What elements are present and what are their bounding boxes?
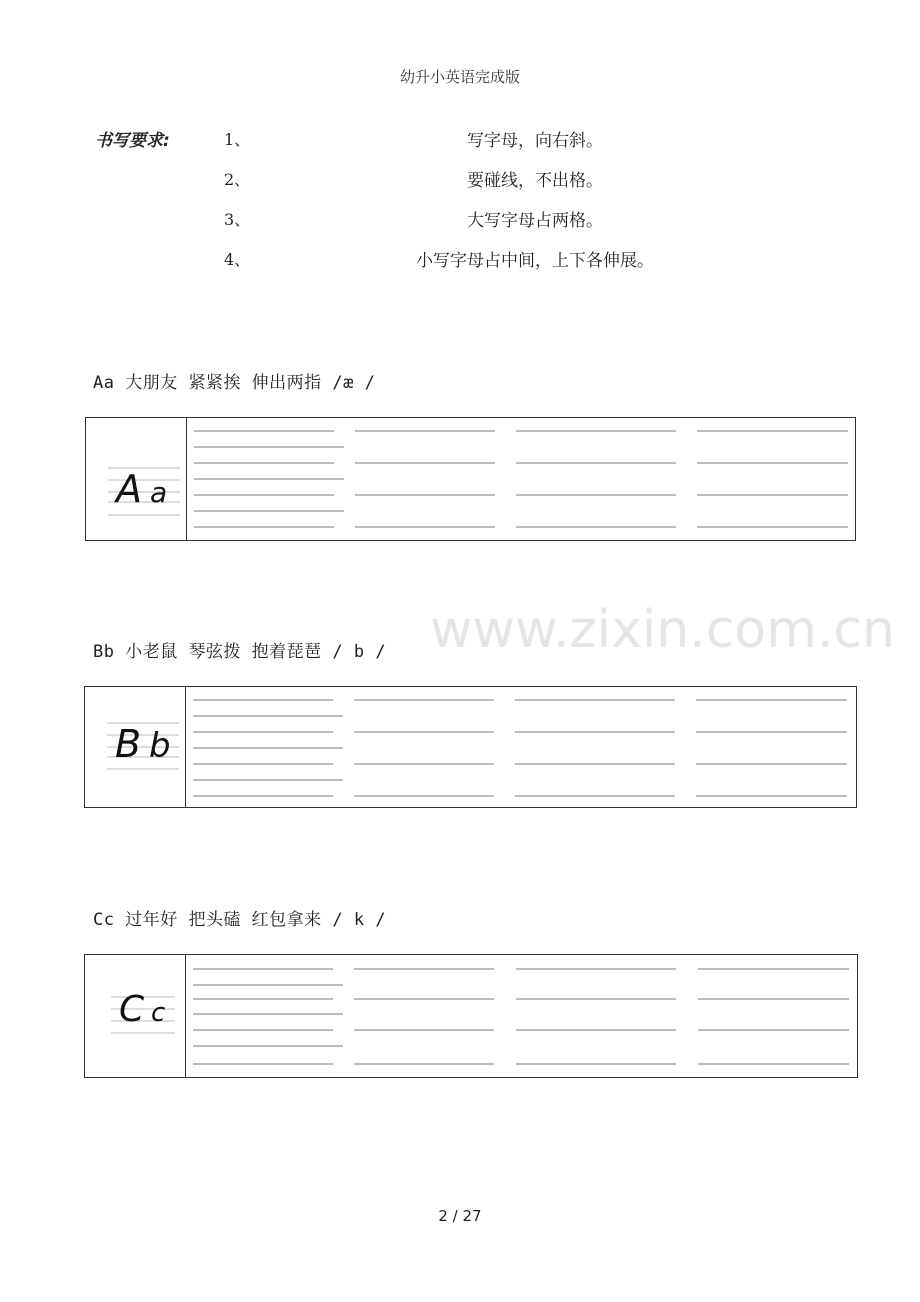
lowercase-letter: c <box>151 998 166 1028</box>
requirement-number: 2、 <box>224 170 251 189</box>
letter-sample-b <box>85 687 186 807</box>
uppercase-letter: B <box>115 722 142 766</box>
requirements-title: 书写要求: <box>95 131 170 151</box>
uppercase-letter: A <box>116 467 142 511</box>
lesson-title-a: Aa 大朋友 紧紧挨 伸出两指 /æ / <box>93 373 376 393</box>
requirement-number: 4、 <box>224 250 251 269</box>
requirement-text: 小写字母占中间，上下各伸展。 <box>416 251 654 271</box>
watermark: www.zixin.com.cn <box>430 600 895 660</box>
requirement-number: 3、 <box>224 210 251 229</box>
requirement-number: 1、 <box>224 130 251 149</box>
requirement-text: 写字母，向右斜。 <box>467 131 603 151</box>
letter-sample-c <box>85 955 186 1077</box>
writing-box-b <box>84 686 857 808</box>
page-number: 2 / 27 <box>438 1207 482 1225</box>
writing-box-a <box>85 417 856 541</box>
letter-sample-a <box>86 418 187 540</box>
lesson-title-b: Bb 小老鼠 琴弦拨 抱着琵琶 / b / <box>93 642 387 662</box>
requirement-text: 大写字母占两格。 <box>467 211 603 231</box>
lesson-title-c: Cc 过年好 把头磕 红包拿来 / k / <box>93 910 387 930</box>
writing-box-c <box>84 954 858 1078</box>
lowercase-letter: b <box>149 726 171 766</box>
requirement-text: 要碰线，不出格。 <box>467 171 603 191</box>
page-header: 幼升小英语完成版 <box>399 68 520 86</box>
uppercase-letter: C <box>119 989 145 1030</box>
lowercase-letter: a <box>150 476 168 509</box>
